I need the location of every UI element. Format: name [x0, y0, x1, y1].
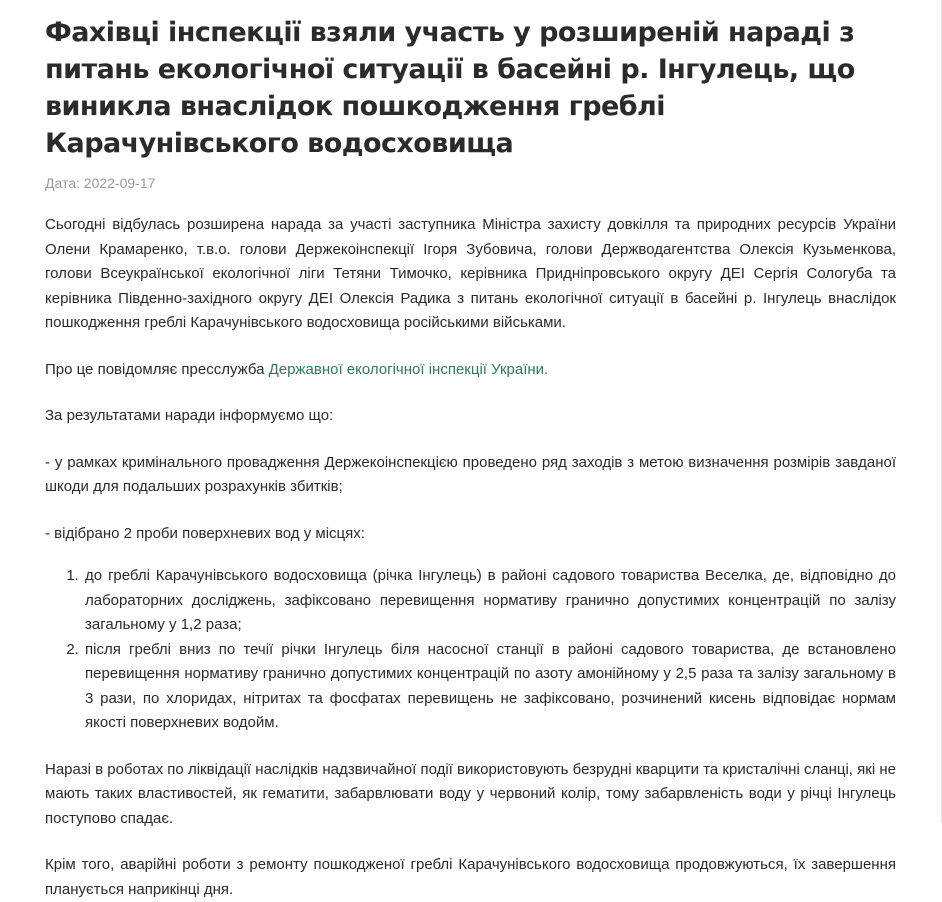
article-paragraph-source	[45, 358, 896, 383]
article-paragraph-results-intro: За результатами наради інформуємо що:	[45, 407, 334, 424]
article-paragraph-criminal-proceeding: - у рамках кримінального провадження Держекоінспекцією проведено ряд заходів з метою визначення розмірів завданої шкоди для подальших розрахунків збитків;	[45, 453, 896, 495]
list-item: 2. після греблі вниз по течії річки Інгулець біля насосної станції в районі садового товариства, де встановлено перевищення нормативу гранично допустимих концентрацій по азоту амонійному у 2,5 раза та залізу загальному в 3 рази, по хлоридах, нітритах та фосфатах перевищень не зафіксовано, розчинений кисень відповідає нормам якості поверхневих водойм.	[83, 638, 896, 736]
article-title: Фахівці інспекції взяли участь у розширеній нараді з питань екологічної ситуації в басейні р. Інгулець, що виникла внаслідок пошкодження греблі Карачунівського водосховища	[45, 17, 855, 159]
inspection-link[interactable]: Державної екологічної інспекції України.	[268, 360, 549, 378]
samples-list	[45, 564, 896, 736]
list-item: 1. до греблі Карачунівського водосховища (річка Інгулець) в районі садового товариства Веселка, де, відповідно до лабораторних досліджень, зафіксовано перевищення нормативу гранично допустимих концентрацій по залізу загальному у 1,2 раза;	[83, 564, 896, 638]
article-paragraph-repair-works: Крім того, аварійні роботи з ремонту пошкодженої греблі Карачунівського водосховища продовжуються, їх завершення планується наприкінці дня.	[45, 856, 896, 898]
source-prefix-text: Про це повідомляє пресслужба	[45, 360, 269, 378]
article-date: Дата: 2022-09-17	[45, 175, 156, 191]
article-paragraph-current-works: Наразі в роботах по ліквідації наслідків надзвичайної події використовують безрудні кварцити та кристалічні сланці, які не мають таких властивостей, як гематити, забарвлювати воду у червоний колір, тому забарвленість води у річці Інгулець поступово спадає.	[45, 760, 896, 827]
article-paragraph-samples-intro: - відібрано 2 проби поверхневих вод у місцях:	[45, 524, 365, 542]
article	[45, 0, 896, 902]
article-paragraph-intro: Сьогодні відбулась розширена нарада за участі заступника Міністра захисту довкілля та природних ресурсів України Олени Крамаренко, т.в.о. голови Держекоінспекції Ігоря Зубовича, голови Держводагентства Олексія Кузьменкова, голови Всеукраїнської екологічної ліги Тетяни Тимочко, керівника Придніпровського округу ДЕІ Сергія Сологуба та керівника Південно-західного округу ДЕІ Олексія Радика з питань екологічної ситуації в басейні р. Інгулець внаслідок пошкодження греблі Карачунівського водосховища російськими військами.	[45, 216, 896, 331]
